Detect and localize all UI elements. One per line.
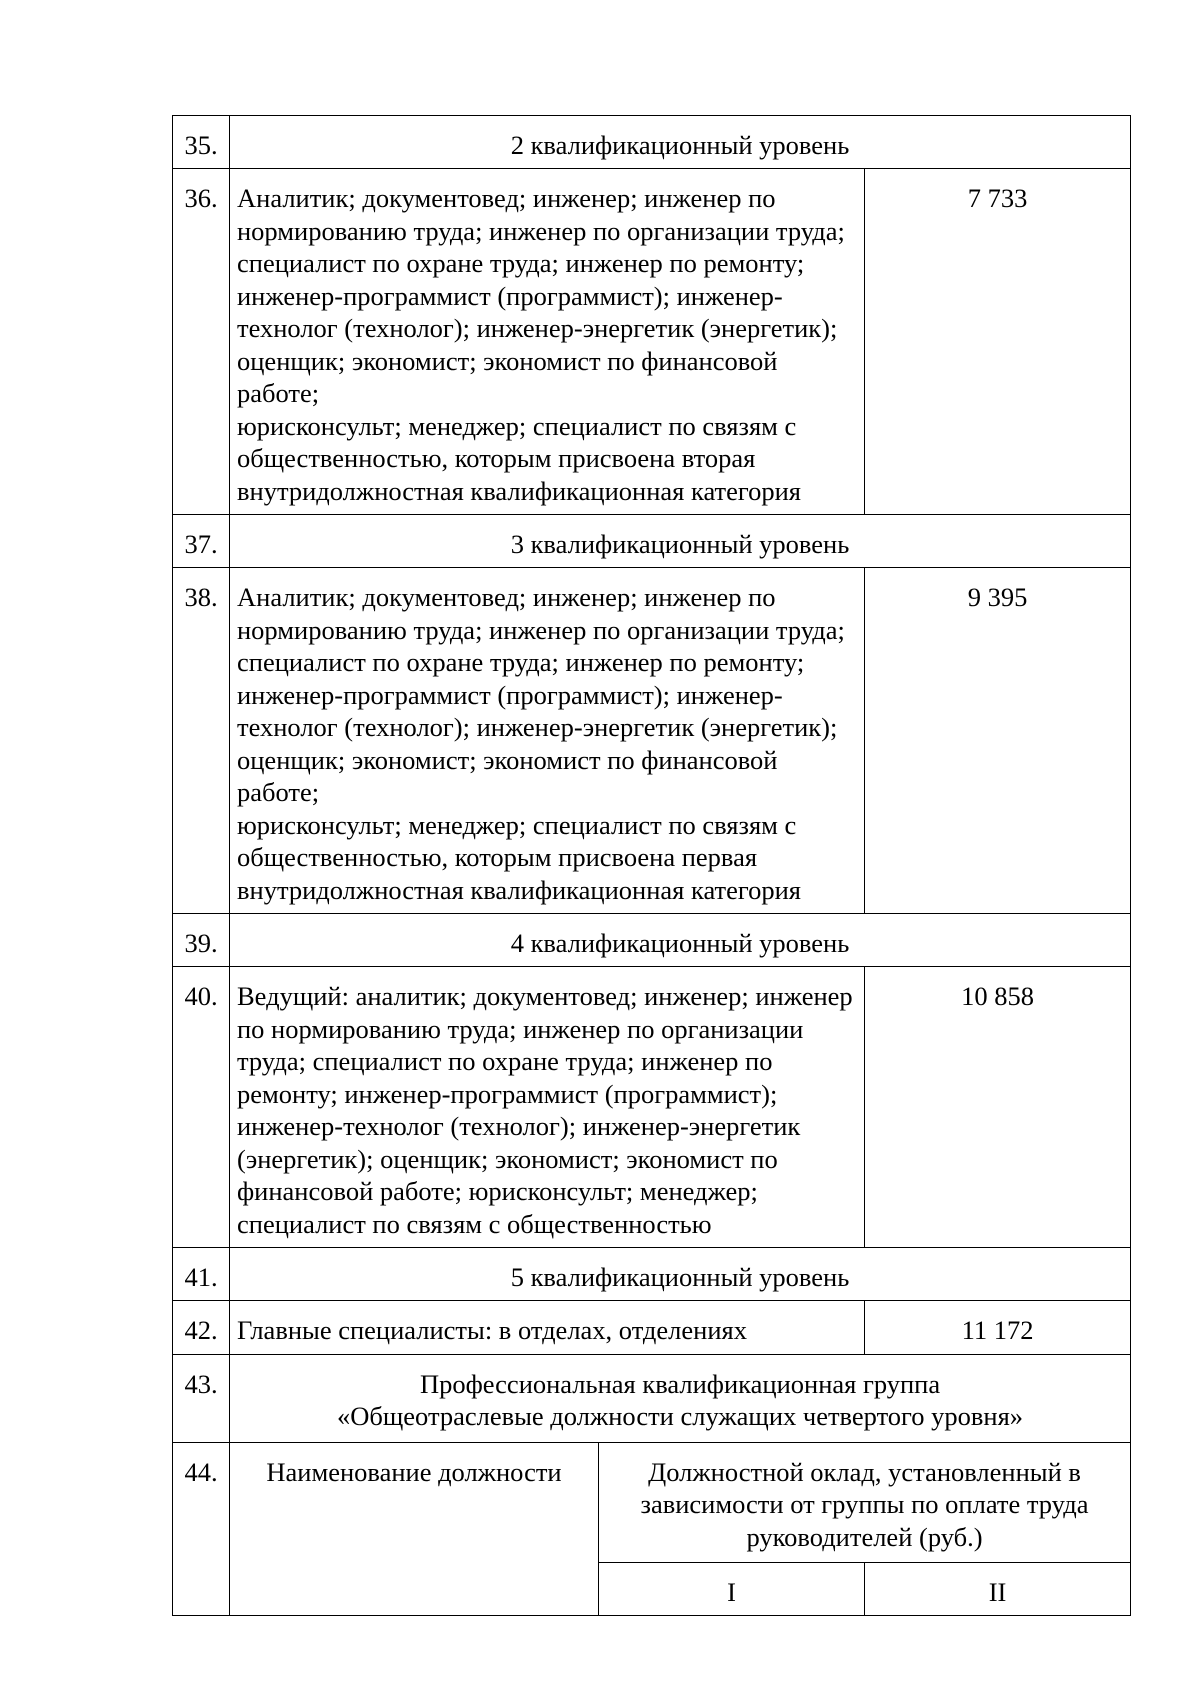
position-list (230, 967, 865, 1248)
text-line: инженер-программист (программист); инженер- (237, 280, 783, 311)
position-list (230, 568, 865, 914)
text-line: нормированию труда; инженер по организации труда; (237, 614, 845, 645)
text-line: общественностью, которым присвоена первая (237, 842, 758, 872)
position-list (230, 169, 865, 515)
text-line: Должностной оклад, установленный в (648, 1456, 1081, 1487)
text-line: юрисконсульт; менеджер; специалист по связям с (237, 809, 797, 840)
salary-value: 7 733 (865, 169, 1131, 515)
text-line: технолог (технолог); инженер-энергетик (энергетик); (237, 313, 838, 343)
text-line: Профессиональная квалификационная группа (419, 1368, 941, 1399)
table-row (173, 1354, 1131, 1442)
text-line: юрисконсульт; менеджер; специалист по связям с (237, 410, 797, 441)
text-line: нормированию труда; инженер по организации труда; (237, 215, 845, 246)
row-number: 41. (173, 1248, 230, 1301)
text-line: инженер-программист (программист); инженер- (237, 679, 783, 710)
text-line: внутридолжностная квалификационная категория (237, 874, 801, 905)
text-line: труда; специалист по охране труда; инженер по (237, 1046, 773, 1076)
row-number: 40. (173, 967, 230, 1248)
professional-group-heading (230, 1354, 1131, 1442)
table-row (173, 515, 1131, 568)
text-line: Главные специалисты: в отделах, отделениях (237, 1315, 747, 1345)
row-number: 43. (173, 1354, 230, 1442)
text-line: Аналитик; документовед; инженер; инженер по (237, 582, 776, 612)
salary-table (172, 115, 1131, 1616)
row-number: 42. (173, 1301, 230, 1355)
text-line: специалист по связям с общественностью (237, 1208, 712, 1239)
text-line: руководителей (руб.) (746, 1521, 983, 1552)
row-number: 36. (173, 169, 230, 515)
row-number: 35. (173, 116, 230, 169)
position-list (230, 1301, 865, 1355)
table-row (173, 967, 1131, 1248)
text-line: ремонту; инженер-программист (программист); (237, 1078, 778, 1109)
position-name-header: Наименование должности (230, 1442, 599, 1616)
qualification-level-heading: 4 квалификационный уровень (230, 914, 1131, 967)
table-row (173, 914, 1131, 967)
text-line: общественностью, которым присвоена вторая (237, 443, 756, 473)
text-line: (энергетик); оценщик; экономист; экономист по (237, 1143, 778, 1174)
row-number: 39. (173, 914, 230, 967)
salary-header (599, 1442, 1131, 1563)
text-line: инженер-технолог (технолог); инженер-энергетик (237, 1111, 801, 1141)
table-row (173, 1442, 1131, 1563)
qualification-level-heading: 2 квалификационный уровень (230, 116, 1131, 169)
text-line: финансовой работе; юрисконсульт; менеджер; (237, 1176, 758, 1206)
salary-value: 9 395 (865, 568, 1131, 914)
row-number: 37. (173, 515, 230, 568)
table-row (173, 1301, 1131, 1355)
table-row (173, 1248, 1131, 1301)
text-line: по нормированию труда; инженер по организации (237, 1013, 804, 1044)
row-number: 38. (173, 568, 230, 914)
salary-value: 10 858 (865, 967, 1131, 1248)
text-line: технолог (технолог); инженер-энергетик (энергетик); (237, 712, 838, 742)
text-line: специалист по охране труда; инженер по ремонту; (237, 647, 805, 677)
text-line: специалист по охране труда; инженер по ремонту; (237, 248, 805, 278)
table-row (173, 169, 1131, 515)
text-line: «Общеотраслевые должности служащих четвертого уровня» (337, 1401, 1024, 1431)
table-row (173, 116, 1131, 169)
table-row (173, 568, 1131, 914)
pay-group-1-header: I (599, 1563, 865, 1616)
row-number: 44. (173, 1442, 230, 1616)
qualification-level-heading: 5 квалификационный уровень (230, 1248, 1131, 1301)
text-line: Ведущий: аналитик; документовед; инженер; инженер (237, 981, 853, 1011)
salary-value: 11 172 (865, 1301, 1131, 1355)
text-line: зависимости от группы по оплате труда (640, 1489, 1089, 1519)
pay-group-2-header: II (865, 1563, 1131, 1616)
text-line: оценщик; экономист; экономист по финансовой работе; (237, 345, 778, 408)
text-line: оценщик; экономист; экономист по финансовой работе; (237, 744, 778, 807)
qualification-level-heading: 3 квалификационный уровень (230, 515, 1131, 568)
text-line: внутридолжностная квалификационная категория (237, 475, 801, 506)
text-line: Аналитик; документовед; инженер; инженер по (237, 183, 776, 213)
